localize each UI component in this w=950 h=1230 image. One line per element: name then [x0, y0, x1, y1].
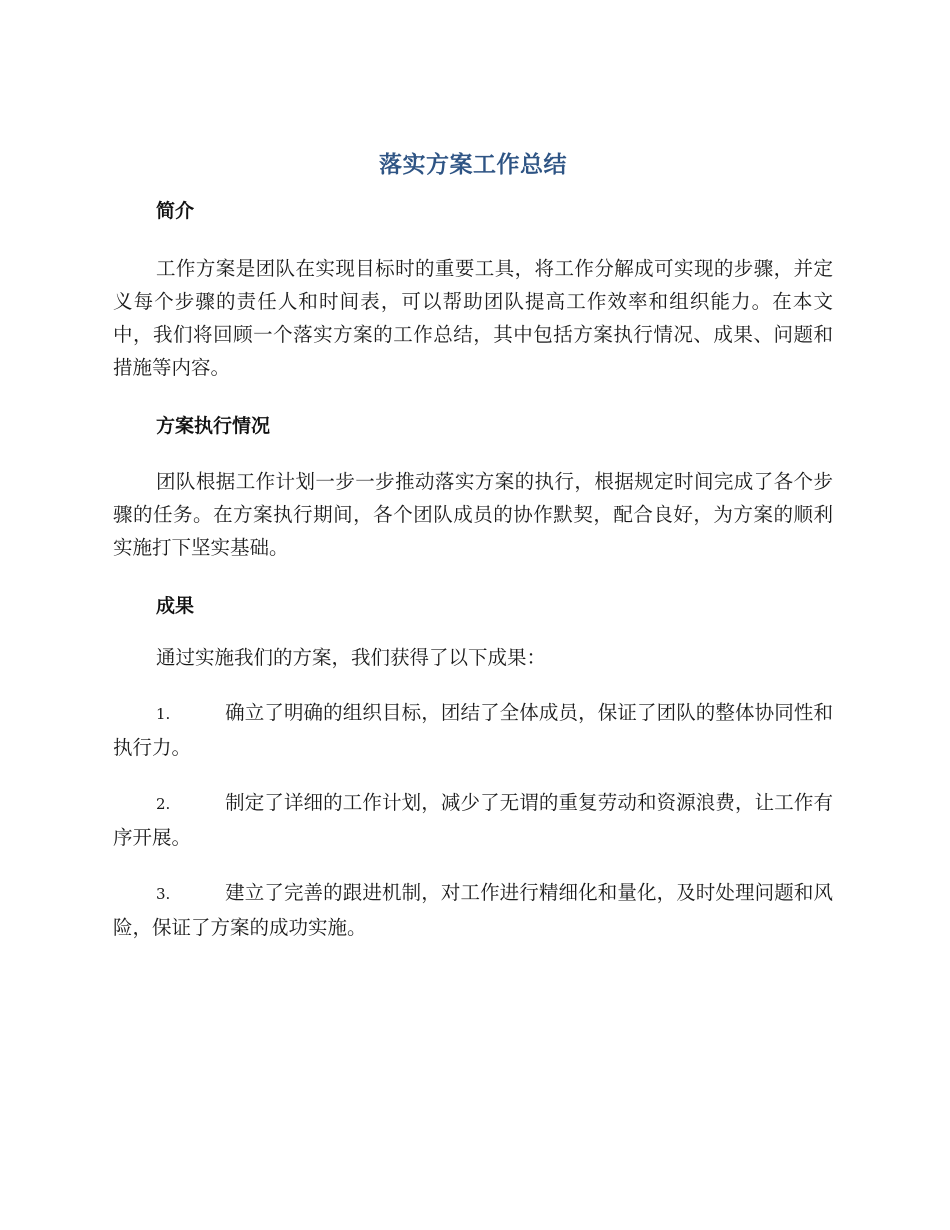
- document-title: 落实方案工作总结: [379, 152, 567, 178]
- list-item-text: 建立了完善的跟进机制，对工作进行精细化和量化，及时处理问题和风险，保证了方案的成功实施。: [113, 881, 833, 939]
- list-item: [113, 696, 833, 764]
- section-heading-intro: 简介: [156, 200, 195, 222]
- execution-paragraph: 团队根据工作计划一步一步推动落实方案的执行，根据规定时间完成了各个步骤的任务。在方案执行期间，各个团队成员的协作默契，配合良好，为方案的顺利实施打下坚实基础。: [113, 470, 833, 559]
- list-item-number: 3.: [156, 885, 171, 903]
- section-heading-execution: 方案执行情况: [156, 415, 271, 437]
- results-intro-paragraph: 通过实施我们的方案，我们获得了以下成果：: [156, 646, 547, 669]
- list-item-number: 2.: [156, 795, 171, 813]
- list-item-number: 1.: [156, 705, 171, 723]
- section-heading-results: 成果: [156, 595, 195, 617]
- document-body: [113, 143, 833, 944]
- list-item-text: 确立了明确的组织目标，团结了全体成员，保证了团队的整体协同性和执行力。: [113, 701, 833, 759]
- list-item-text: 制定了详细的工作计划，减少了无谓的重复劳动和资源浪费，让工作有序开展。: [113, 791, 833, 849]
- list-item: [113, 786, 833, 854]
- intro-paragraph: 工作方案是团队在实现目标时的重要工具，将工作分解成可实现的步骤，并定义每个步骤的责任人和时间表，可以帮助团队提高工作效率和组织能力。在本文中，我们将回顾一个落实方案的工作总结，其中包括方案执行情况、成果、问题和措施等内容。: [113, 257, 833, 379]
- list-item: [113, 876, 833, 944]
